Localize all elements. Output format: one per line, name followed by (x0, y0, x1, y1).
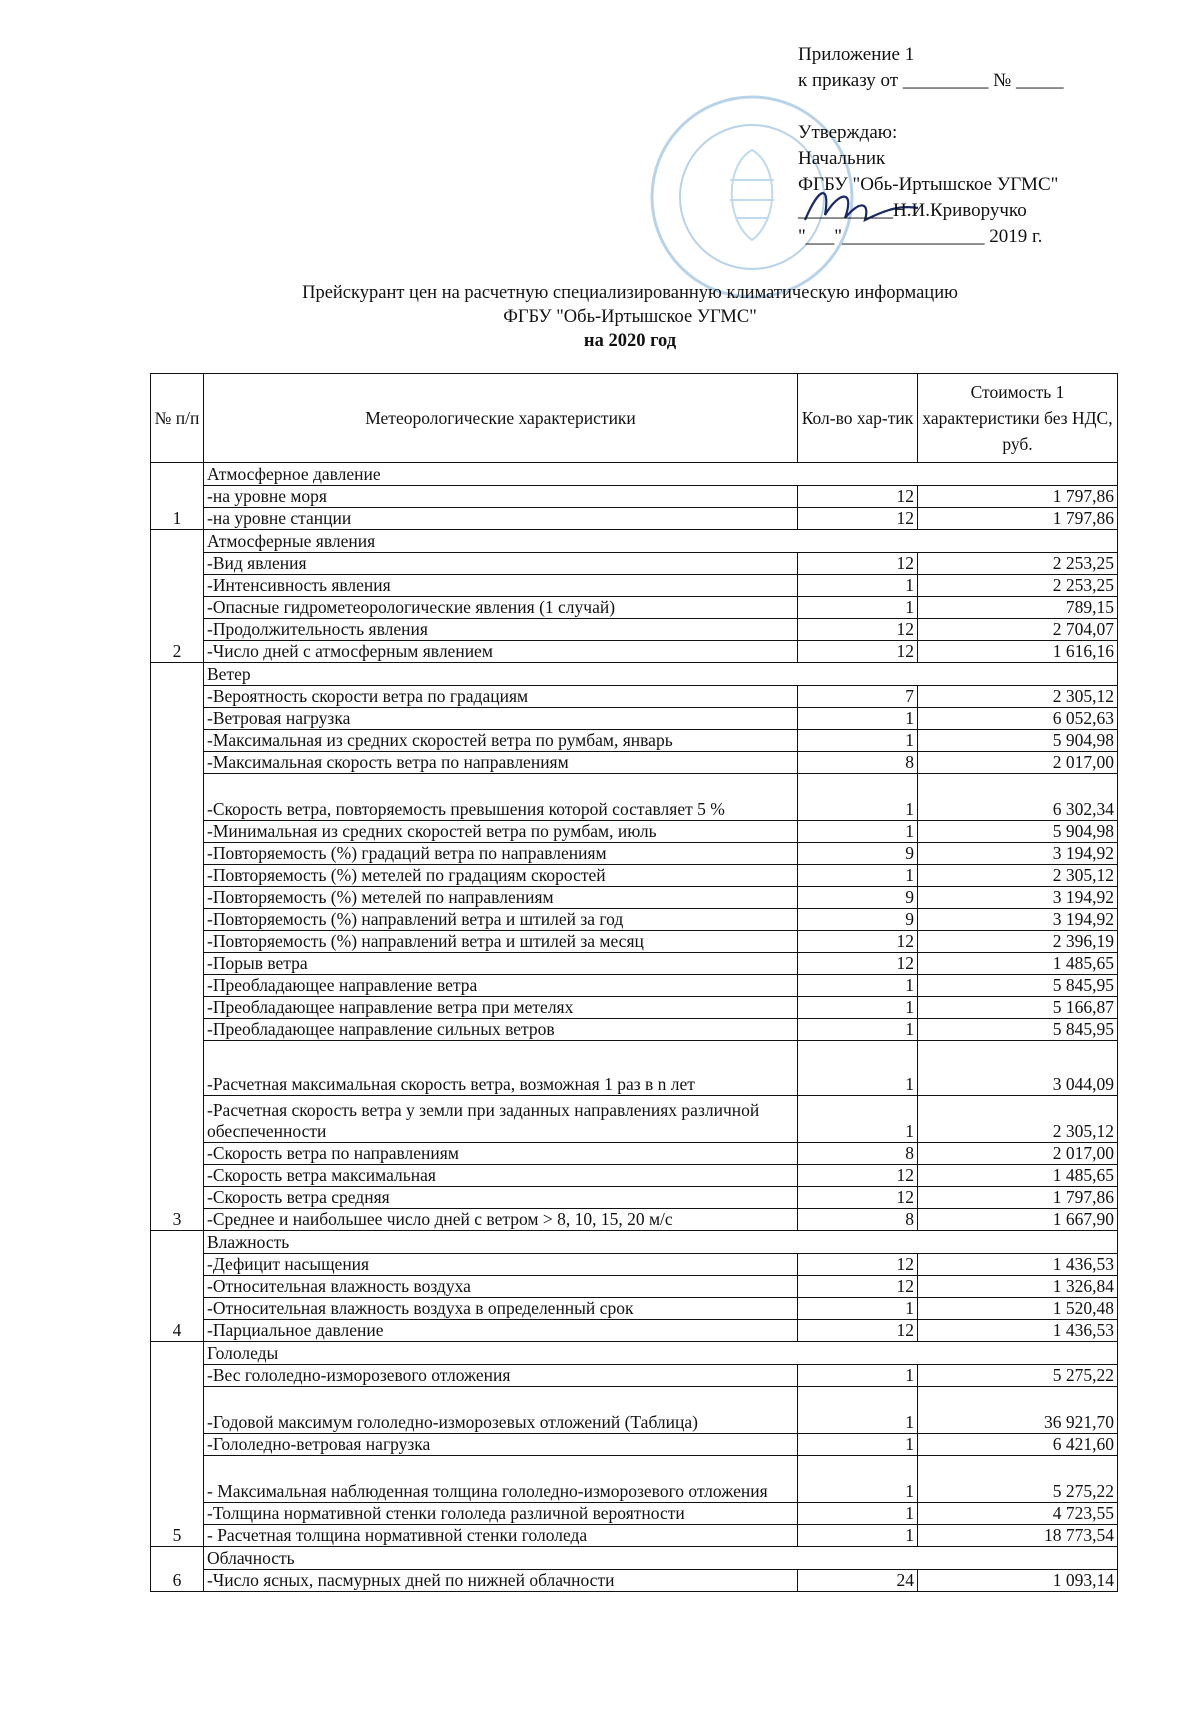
characteristic-name: -Годовой максимум гололедно-изморозевых отложений (Таблица) (204, 1387, 798, 1434)
characteristic-count: 12 (798, 486, 918, 508)
characteristic-name: -Преобладающее направление сильных ветров (204, 1019, 798, 1041)
group-title: Атмосферные явления (204, 530, 1118, 553)
characteristic-name: -Порыв ветра (204, 953, 798, 975)
organization-label: ФГБУ "Обь-Иртышское УГМС" (798, 174, 1059, 195)
table-row (151, 686, 1118, 708)
table-row (151, 821, 1118, 843)
characteristic-count: 12 (798, 641, 918, 663)
table-row (151, 1387, 1118, 1434)
characteristic-count: 12 (798, 1320, 918, 1342)
appendix-label: Приложение 1 (798, 44, 915, 65)
characteristic-name: -Парциальное давление (204, 1320, 798, 1342)
group-number: 6 (151, 1547, 204, 1592)
characteristic-count: 9 (798, 909, 918, 931)
characteristic-cost: 6 052,63 (918, 708, 1118, 730)
table-row (151, 865, 1118, 887)
characteristic-name: -Ветровая нагрузка (204, 708, 798, 730)
characteristic-cost: 2 396,19 (918, 931, 1118, 953)
characteristic-name: -Скорость ветра максимальная (204, 1165, 798, 1187)
group-row (151, 1342, 1118, 1365)
characteristic-name: -Относительная влажность воздуха (204, 1276, 798, 1298)
characteristic-name: -Повторяемость (%) метелей по градациям скоростей (204, 865, 798, 887)
characteristic-cost: 18 773,54 (918, 1525, 1118, 1547)
table-row (151, 909, 1118, 931)
table-row (151, 1209, 1118, 1231)
characteristic-name: -Повторяемость (%) метелей по направлениям (204, 887, 798, 909)
table-row (151, 1041, 1118, 1096)
characteristic-cost: 5 166,87 (918, 997, 1118, 1019)
table-row (151, 486, 1118, 508)
characteristic-cost: 789,15 (918, 597, 1118, 619)
table-row (151, 1187, 1118, 1209)
characteristic-count: 9 (798, 843, 918, 865)
characteristic-name: -Преобладающее направление ветра при метелях (204, 997, 798, 1019)
table-row (151, 1320, 1118, 1342)
characteristic-name: -Относительная влажность воздуха в определенный срок (204, 1298, 798, 1320)
characteristic-count: 1 (798, 1041, 918, 1096)
characteristic-name: -Максимальная из средних скоростей ветра по румбам, январь (204, 730, 798, 752)
characteristic-count: 12 (798, 553, 918, 575)
characteristic-cost: 5 845,95 (918, 975, 1118, 997)
characteristic-name: -Расчетная скорость ветра у земли при заданных направлениях различной обеспеченности (204, 1096, 798, 1143)
characteristic-count: 1 (798, 975, 918, 997)
table-row (151, 1276, 1118, 1298)
characteristic-name: -Гололедно-ветровая нагрузка (204, 1434, 798, 1456)
characteristic-name: -Толщина нормативной стенки гололеда различной вероятности (204, 1503, 798, 1525)
table-row (151, 730, 1118, 752)
group-title: Влажность (204, 1231, 1118, 1254)
signatory-name: __________Н.И.Криворучко (798, 200, 1027, 221)
characteristic-count: 1 (798, 708, 918, 730)
group-title: Атмосферное давление (204, 463, 1118, 486)
characteristic-cost: 4 723,55 (918, 1503, 1118, 1525)
characteristic-name: -Продолжительность явления (204, 619, 798, 641)
characteristic-cost: 2 253,25 (918, 575, 1118, 597)
characteristic-cost: 3 194,92 (918, 843, 1118, 865)
characteristic-name: -Число ясных, пасмурных дней по нижней облачности (204, 1570, 798, 1592)
header-num: № п/п (151, 374, 204, 463)
characteristic-cost: 1 797,86 (918, 486, 1118, 508)
table-row (151, 597, 1118, 619)
characteristic-cost: 3 194,92 (918, 909, 1118, 931)
approve-label: Утверждаю: (798, 122, 898, 143)
table-row (151, 997, 1118, 1019)
group-row (151, 530, 1118, 553)
table-row (151, 1434, 1118, 1456)
table-row (151, 1096, 1118, 1143)
characteristic-cost: 1 436,53 (918, 1254, 1118, 1276)
characteristic-cost: 5 904,98 (918, 821, 1118, 843)
characteristic-cost: 5 275,22 (918, 1456, 1118, 1503)
header-name: Метеорологические характеристики (204, 374, 798, 463)
characteristic-count: 1 (798, 575, 918, 597)
table-header-row (151, 374, 1118, 463)
characteristic-name: -Скорость ветра средняя (204, 1187, 798, 1209)
table-row (151, 752, 1118, 774)
characteristic-cost: 2 253,25 (918, 553, 1118, 575)
characteristic-name: -Повторяемость (%) направлений ветра и штилей за месяц (204, 931, 798, 953)
group-number: 1 (151, 463, 204, 530)
table-row (151, 508, 1118, 530)
characteristic-count: 1 (798, 821, 918, 843)
characteristic-count: 1 (798, 1019, 918, 1041)
characteristic-count: 24 (798, 1570, 918, 1592)
characteristic-name: -Вероятность скорости ветра по градациям (204, 686, 798, 708)
characteristic-count: 1 (798, 1434, 918, 1456)
characteristic-count: 12 (798, 1276, 918, 1298)
characteristic-cost: 2 017,00 (918, 1143, 1118, 1165)
characteristic-cost: 1 667,90 (918, 1209, 1118, 1231)
table-row (151, 1298, 1118, 1320)
characteristic-count: 12 (798, 508, 918, 530)
table-row (151, 843, 1118, 865)
group-number: 3 (151, 663, 204, 1231)
group-title: Гололеды (204, 1342, 1118, 1365)
characteristic-cost: 2 305,12 (918, 865, 1118, 887)
characteristic-cost: 1 485,65 (918, 1165, 1118, 1187)
characteristic-name: -Повторяемость (%) направлений ветра и штилей за год (204, 909, 798, 931)
characteristic-count: 1 (798, 1503, 918, 1525)
characteristic-name: -Интенсивность явления (204, 575, 798, 597)
table-row (151, 1165, 1118, 1187)
order-reference: к приказу от _________ № _____ (798, 70, 1064, 91)
characteristic-count: 12 (798, 1187, 918, 1209)
group-title: Облачность (204, 1547, 1118, 1570)
characteristic-count: 1 (798, 997, 918, 1019)
characteristic-name: - Максимальная наблюденная толщина гололедно-изморозевого отложения (204, 1456, 798, 1503)
characteristic-cost: 1 797,86 (918, 508, 1118, 530)
characteristic-cost: 1 485,65 (918, 953, 1118, 975)
characteristic-count: 1 (798, 1387, 918, 1434)
table-row (151, 1503, 1118, 1525)
characteristic-count: 8 (798, 752, 918, 774)
characteristic-name: -Вид явления (204, 553, 798, 575)
approval-header (798, 42, 1063, 250)
characteristic-cost: 1 616,16 (918, 641, 1118, 663)
table-row (151, 619, 1118, 641)
table-row (151, 1456, 1118, 1503)
group-number: 2 (151, 530, 204, 663)
table-row (151, 887, 1118, 909)
characteristic-count: 1 (798, 1298, 918, 1320)
header-cost: Стоимость 1 характеристики без НДС, руб. (918, 374, 1118, 463)
document-subtitle: ФГБУ "Обь-Иртышское УГМС" (503, 307, 757, 327)
characteristic-count: 1 (798, 774, 918, 821)
table-row (151, 708, 1118, 730)
group-row (151, 463, 1118, 486)
table-row (151, 1365, 1118, 1387)
characteristic-count: 7 (798, 686, 918, 708)
characteristic-cost: 2 704,07 (918, 619, 1118, 641)
approval-date: "___"_______________ 2019 г. (798, 226, 1043, 247)
characteristic-cost: 2 017,00 (918, 752, 1118, 774)
characteristic-cost: 5 845,95 (918, 1019, 1118, 1041)
header-qty: Кол-во хар-тик (798, 374, 918, 463)
characteristic-count: 1 (798, 1365, 918, 1387)
table-row (151, 1570, 1118, 1592)
characteristic-cost: 6 421,60 (918, 1434, 1118, 1456)
characteristic-count: 1 (798, 730, 918, 752)
characteristic-cost: 1 520,48 (918, 1298, 1118, 1320)
position-label: Начальник (798, 148, 886, 169)
characteristic-count: 8 (798, 1143, 918, 1165)
table-row (151, 553, 1118, 575)
group-number: 5 (151, 1342, 204, 1547)
characteristic-name: -Преобладающее направление ветра (204, 975, 798, 997)
characteristic-cost: 1 436,53 (918, 1320, 1118, 1342)
characteristic-cost: 3 044,09 (918, 1041, 1118, 1096)
characteristic-count: 1 (798, 1456, 918, 1503)
characteristic-count: 1 (798, 865, 918, 887)
characteristic-name: -Максимальная скорость ветра по направлениям (204, 752, 798, 774)
characteristic-name: -Вес гололедно-изморозевого отложения (204, 1365, 798, 1387)
characteristic-name: -Минимальная из средних скоростей ветра по румбам, июль (204, 821, 798, 843)
characteristic-name: -Дефицит насыщения (204, 1254, 798, 1276)
characteristic-cost: 2 305,12 (918, 1096, 1118, 1143)
group-number: 4 (151, 1231, 204, 1342)
table-row (151, 1143, 1118, 1165)
characteristic-name: -Расчетная максимальная скорость ветра, возможная 1 раз в n лет (204, 1041, 798, 1096)
characteristic-name: -Число дней с атмосферным явлением (204, 641, 798, 663)
characteristic-cost: 5 904,98 (918, 730, 1118, 752)
characteristic-cost: 2 305,12 (918, 686, 1118, 708)
table-row (151, 774, 1118, 821)
characteristic-cost: 6 302,34 (918, 774, 1118, 821)
characteristic-count: 1 (798, 597, 918, 619)
table-row (151, 953, 1118, 975)
group-row (151, 1231, 1118, 1254)
characteristic-count: 12 (798, 1165, 918, 1187)
group-row (151, 663, 1118, 686)
price-table (150, 373, 1118, 1592)
characteristic-name: -Скорость ветра, повторяемость превышения которой составляет 5 % (204, 774, 798, 821)
group-row (151, 1547, 1118, 1570)
characteristic-name: -Скорость ветра по направлениям (204, 1143, 798, 1165)
characteristic-count: 1 (798, 1525, 918, 1547)
characteristic-cost: 1 797,86 (918, 1187, 1118, 1209)
characteristic-name: -Среднее и наибольшее число дней с ветром > 8, 10, 15, 20 м/с (204, 1209, 798, 1231)
characteristic-count: 12 (798, 619, 918, 641)
characteristic-count: 1 (798, 1096, 918, 1143)
characteristic-cost: 5 275,22 (918, 1365, 1118, 1387)
table-row (151, 1254, 1118, 1276)
characteristic-count: 8 (798, 1209, 918, 1231)
characteristic-name: -Опасные гидрометеорологические явления (1 случай) (204, 597, 798, 619)
characteristic-cost: 1 326,84 (918, 1276, 1118, 1298)
characteristic-name: -на уровне станции (204, 508, 798, 530)
characteristic-cost: 3 194,92 (918, 887, 1118, 909)
table-row (151, 1525, 1118, 1547)
document-year: на 2020 год (583, 331, 677, 351)
characteristic-name: -на уровне моря (204, 486, 798, 508)
document-title: Прейскурант цен на расчетную специализированную климатическую информацию (302, 283, 958, 303)
characteristic-count: 12 (798, 931, 918, 953)
table-row (151, 641, 1118, 663)
table-row (151, 975, 1118, 997)
group-title: Ветер (204, 663, 1118, 686)
characteristic-count: 9 (798, 887, 918, 909)
characteristic-count: 12 (798, 1254, 918, 1276)
table-row (151, 931, 1118, 953)
table-row (151, 575, 1118, 597)
characteristic-cost: 36 921,70 (918, 1387, 1118, 1434)
characteristic-count: 12 (798, 953, 918, 975)
characteristic-name: - Расчетная толщина нормативной стенки гололеда (204, 1525, 798, 1547)
characteristic-cost: 1 093,14 (918, 1570, 1118, 1592)
characteristic-name: -Повторяемость (%) градаций ветра по направлениям (204, 843, 798, 865)
table-row (151, 1019, 1118, 1041)
